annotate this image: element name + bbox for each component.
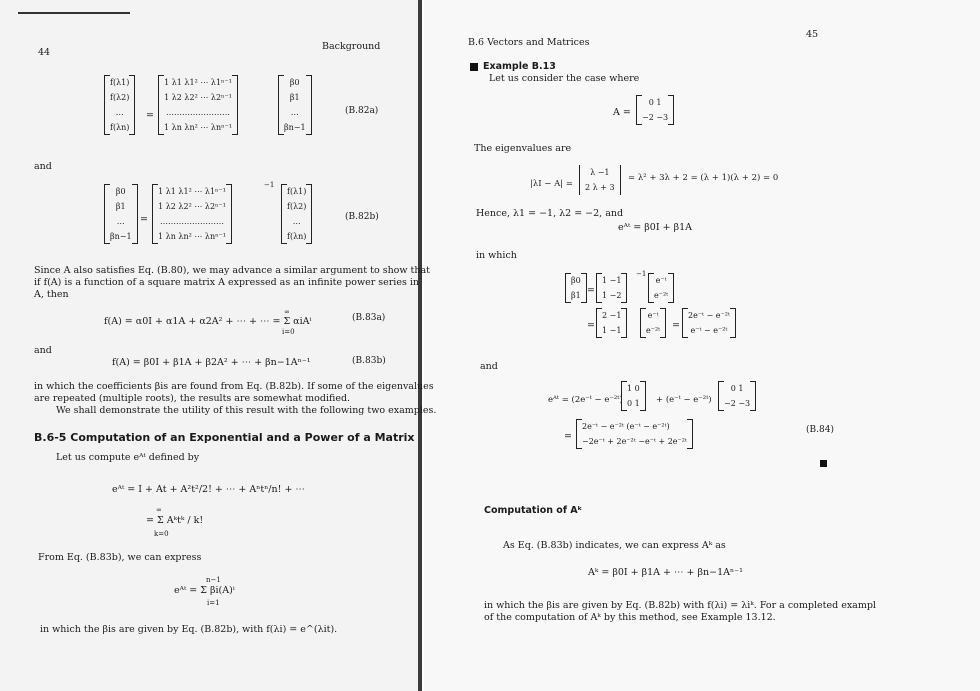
running-head-right: B.6 Vectors and Matrices: [468, 37, 590, 48]
b84-result-row-0: 2e⁻ᵗ − e⁻²ᵗ (e⁻ᵗ − e⁻²ᵗ): [582, 422, 670, 431]
eq-number-b82a: (B.82a): [345, 106, 379, 116]
equation-b83a: f(A) = α0I + α1A + α2A² + ⋯ + ⋯ = Σ αiAⁱ: [104, 316, 312, 327]
b82b-vandermonde: [152, 184, 232, 244]
para-5: in which the βis are given by Eq. (B.82b), with f(λi) = e^(λit).: [40, 624, 338, 635]
beta-result-row-0: 2e⁻ᵗ − e⁻²ᵗ: [688, 311, 730, 320]
beta-exp-1-row-1: e⁻²ᵗ: [654, 291, 669, 300]
right-para-2-line-1: in which the βis are given by Eq. (B.82b) with f(λi) = λiᵏ. For a completed exampl: [484, 600, 876, 611]
b82a-lhs-1: f(λ2): [110, 93, 130, 102]
b82b-lhs-2: …: [116, 217, 125, 226]
b84-lhs: eᴬᵗ = (2e⁻ᵗ − e⁻²ᵗ): [548, 395, 623, 405]
det-matrix: [579, 165, 621, 195]
beta-result-vector: [682, 308, 736, 338]
b84-identity-row-1: 0 1: [627, 399, 640, 408]
det-lhs: |λI − A| =: [530, 179, 573, 189]
beta-equals-1: =: [587, 285, 595, 296]
example-intro: Let us consider the case where: [489, 73, 640, 84]
b82b-rhs-vector: [281, 184, 312, 244]
right-para-1: As Eq. (B.83b) indicates, we can express Aᵏ as: [503, 540, 726, 551]
b82a-row-2: ……………………: [166, 108, 231, 117]
in-which-text: in which: [476, 250, 517, 261]
beta-exp-vector-2: [640, 308, 666, 338]
det-rhs: = λ² + 3λ + 2 = (λ + 1)(λ + 2) = 0: [628, 173, 779, 183]
end-of-example-mark: [820, 460, 827, 467]
b84-result-matrix: [576, 419, 693, 449]
beta-matrix-row-0: 1 −1: [602, 276, 622, 285]
b84-identity-row-0: 1 0: [627, 384, 640, 393]
right-para-2-line-2: of the computation of Aᵏ by this method, see Example 13.12.: [484, 612, 776, 623]
beta-vector: [565, 273, 587, 303]
page-number-right: 45: [806, 29, 819, 40]
b82b-rhs-0: f(λ1): [287, 187, 307, 196]
matrix-a: [636, 95, 674, 125]
page-number-left: 44: [38, 47, 51, 58]
b84-result-row-1: −2e⁻ᵗ + 2e⁻²ᵗ −e⁻ᵗ + 2e⁻²ᵗ: [582, 437, 687, 446]
para-4: From Eq. (B.83b), we can express: [38, 552, 202, 563]
b82a-row-0: 1 λ1 λ1² ⋯ λ1ⁿ⁻¹: [164, 78, 232, 87]
b82a-row-3: 1 λn λn² ⋯ λnⁿ⁻¹: [164, 123, 233, 132]
equation-b83b: f(A) = β0I + β1A + β2A² + ⋯ + βn−1Aⁿ⁻¹: [112, 357, 311, 368]
exp-beta-upper-limit: n−1: [206, 576, 221, 584]
equation-exp-sum: = Σ Aᵏtᵏ / k!: [146, 515, 204, 526]
beta-exp-2-row-1: e⁻²ᵗ: [646, 326, 661, 335]
right-page: [424, 0, 980, 691]
beta-exp-2-row-0: e⁻ᵗ: [647, 311, 659, 320]
b82a-lhs-0: f(λ1): [110, 78, 130, 87]
hence-text: Hence, λ1 = −1, λ2 = −2, and: [476, 208, 624, 219]
beta-matrix: [596, 273, 627, 303]
equation-exp-beta: eᴬᵗ = Σ βi(A)ⁱ: [174, 585, 235, 596]
para-2-line-2: are repeated (multiple roots), the results are somewhat modified.: [34, 393, 351, 404]
para-2-line-3: We shall demonstrate the utility of this result with the following two examples.: [56, 405, 437, 416]
example-title: Example B.13: [483, 61, 556, 72]
exp-beta-lower-limit: i=1: [207, 599, 220, 607]
section-title-b65: B.6-5 Computation of an Exponential and a Power of a Matrix: [34, 431, 415, 444]
equation-ak: Aᵏ = β0I + β1A + ⋯ + βn−1Aⁿ⁻¹: [588, 567, 743, 578]
b82b-lhs-1: β1: [115, 202, 126, 211]
b84-equals: =: [564, 431, 572, 442]
b82a-rhs-vector: [278, 75, 312, 135]
top-rule: [18, 12, 130, 14]
eq-number-b84: (B.84): [806, 425, 834, 435]
beta-matrix-row-1: 1 −2: [602, 291, 622, 300]
b84-identity-matrix: [621, 381, 646, 411]
b82b-equals: =: [140, 214, 148, 225]
b82a-lhs-3: f(λn): [110, 123, 130, 132]
b83a-upper-limit: ∞: [284, 308, 290, 316]
exp-sum-upper-limit: ∞: [156, 506, 162, 514]
b84-a-row-1: −2 −3: [724, 399, 751, 408]
b82b-rhs-3: f(λn): [287, 232, 307, 241]
beta-exp-vector-1: [648, 273, 674, 303]
b82b-row-2: ……………………: [160, 217, 225, 226]
b84-a-row-0: 0 1: [730, 384, 744, 393]
para-3: Let us compute eᴬᵗ defined by: [56, 452, 200, 463]
beta-inv-row-1: 1 −1: [602, 326, 622, 335]
b82a-rhs-3: βn−1: [284, 123, 306, 132]
b82b-lhs-3: βn−1: [110, 232, 132, 241]
matrix-a-row-0: 0 1: [648, 98, 662, 107]
b82b-inverse-exponent: −1: [264, 181, 275, 189]
beta-inverse-exponent: −1: [636, 270, 647, 278]
b82b-lhs-0: β0: [115, 187, 126, 196]
b82b-row-3: 1 λn λn² ⋯ λnⁿ⁻¹: [158, 232, 227, 241]
and-text-right: and: [480, 361, 498, 372]
beta-1: β1: [571, 291, 581, 300]
para-2-line-1: in which the coefficients βis are found from Eq. (B.82b). If some of the eigenvalues: [34, 381, 434, 392]
b83a-lower-limit: i=0: [282, 328, 295, 336]
b82a-row-1: 1 λ2 λ2² ⋯ λ2ⁿ⁻¹: [164, 93, 232, 102]
b82a-equals: =: [146, 110, 154, 121]
b82a-rhs-2: …: [290, 108, 299, 117]
eigen-intro: The eigenvalues are: [474, 143, 572, 154]
eq-number-b83b: (B.83b): [352, 356, 386, 366]
beta-exp-1-row-0: e⁻ᵗ: [655, 276, 667, 285]
det-row-0: λ −1: [590, 168, 610, 177]
equation-eat: eᴬᵗ = β0I + β1A: [618, 222, 692, 233]
b82b-rhs-1: f(λ2): [287, 202, 307, 211]
para-1-line-2: if f(A) is a function of a square matrix A expressed as an infinite power series in: [34, 277, 420, 288]
det-row-1: 2 λ + 3: [585, 183, 615, 192]
b82b-lhs-vector: [104, 184, 138, 244]
b82a-lhs-vector: [104, 75, 135, 135]
para-1-line-1: Since A also satisfies Eq. (B.80), we may advance a similar argument to show that: [34, 265, 430, 276]
b82b-row-0: 1 λ1 λ1² ⋯ λ1ⁿ⁻¹: [158, 187, 226, 196]
subsection-title-ak: Computation of Aᵏ: [484, 505, 583, 516]
text-and-2: and: [34, 345, 52, 356]
beta-result-row-1: e⁻ᵗ − e⁻²ᵗ: [690, 326, 728, 335]
b84-mid-term: + (e⁻ᵗ − e⁻²ᵗ): [656, 395, 712, 405]
beta-matrix-inverse: [596, 308, 627, 338]
matrix-a-row-1: −2 −3: [642, 113, 669, 122]
para-1-line-3: A, then: [34, 289, 69, 300]
exp-sum-lower-limit: k=0: [154, 530, 169, 538]
text-and-1: and: [34, 161, 52, 172]
eq-number-b83a: (B.83a): [352, 313, 386, 323]
b84-a-matrix: [718, 381, 756, 411]
equation-exp-series: eᴬᵗ = I + At + A²t²/2! + ⋯ + Aⁿtⁿ/n! + ⋯: [112, 484, 305, 495]
b82a-rhs-1: β1: [289, 93, 300, 102]
eq-number-b82b: (B.82b): [345, 212, 379, 222]
b82b-row-1: 1 λ2 λ2² ⋯ λ2ⁿ⁻¹: [158, 202, 226, 211]
b82b-rhs-2: …: [292, 217, 301, 226]
b82a-lhs-2: …: [115, 108, 124, 117]
beta-equals-2: =: [587, 320, 595, 331]
beta-inv-row-0: 2 −1: [602, 311, 622, 320]
beta-equals-3: =: [672, 320, 680, 331]
example-square-bullet: [470, 63, 478, 71]
beta-0: β0: [571, 276, 581, 285]
book-gutter: [418, 0, 422, 691]
matrix-a-lhs: A =: [613, 107, 631, 118]
b82a-vandermonde: [158, 75, 238, 135]
running-head-left: Background: [322, 41, 381, 52]
b82a-rhs-0: β0: [289, 78, 300, 87]
